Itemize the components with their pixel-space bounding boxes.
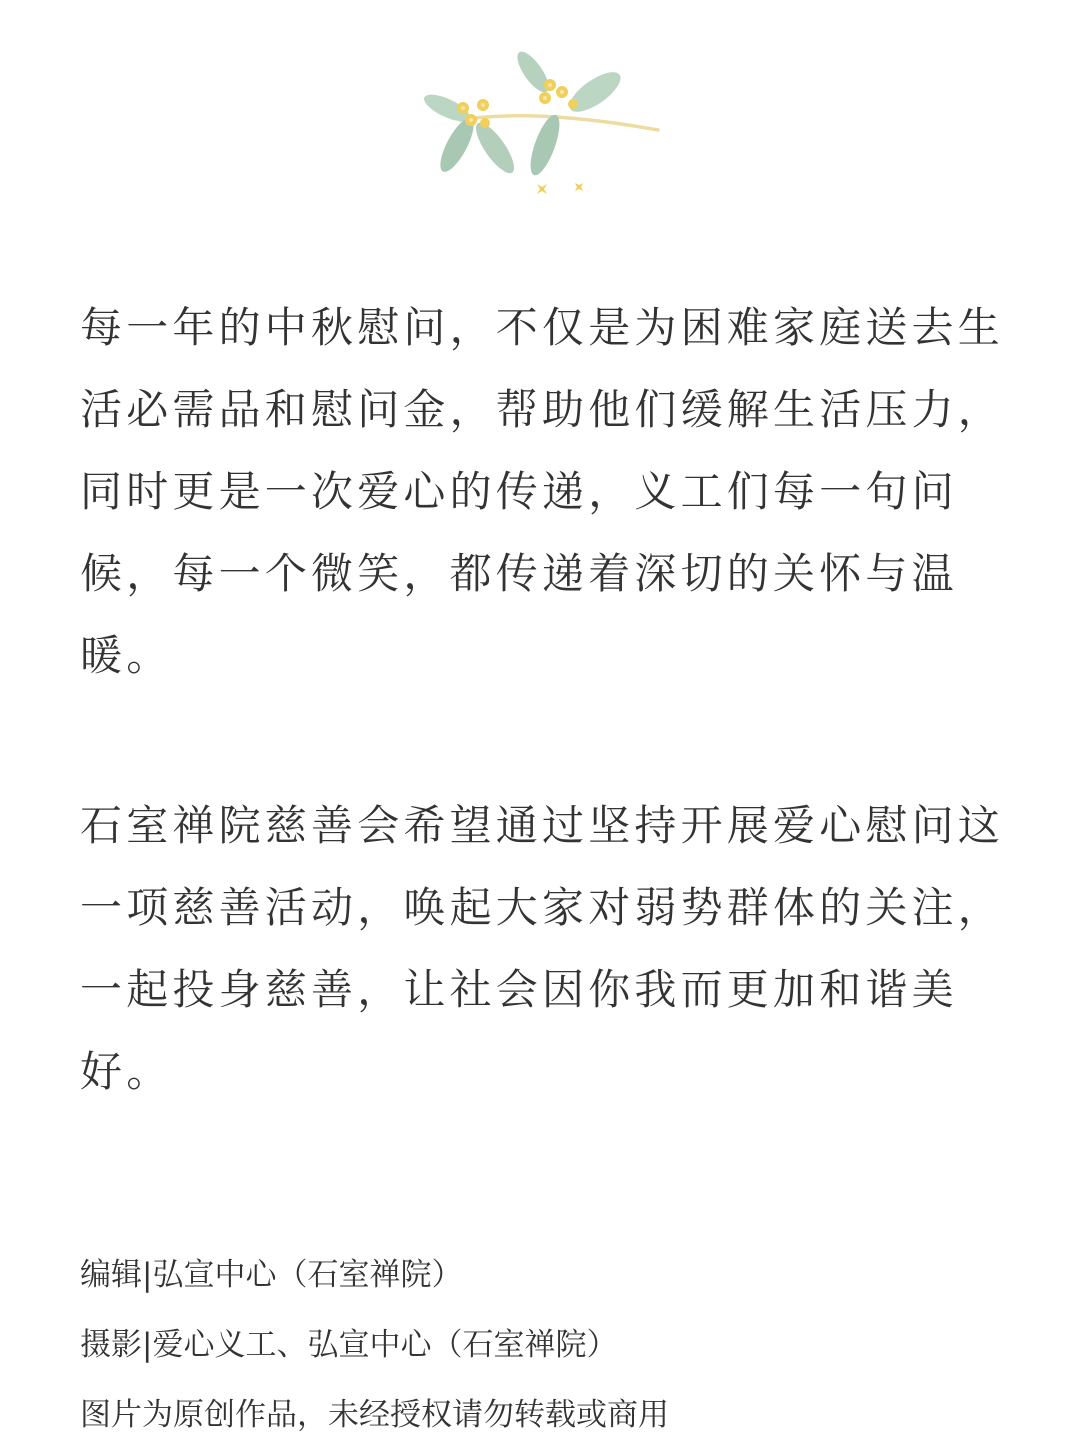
article-paragraph: 石室禅院慈善会希望通过坚持开展爱心慰问这一项慈善活动，唤起大家对弱势群体的关注，一起投身慈善，让社会因你我而更加和谐美好。: [80, 801, 1005, 1096]
credits-block: [80, 1240, 1010, 1450]
photography-credit: 摄影|爱心义工、弘宣中心（石室禅院）: [80, 1327, 618, 1363]
editor-credit: 编辑|弘宣中心（石室禅院）: [80, 1257, 463, 1293]
article-paragraph: 每一年的中秋慰问，不仅是为困难家庭送去生活必需品和慰问金，帮助他们缓解生活压力，同时更是一次爱心的传递，义工们每一句问候，每一个微笑，都传递着深切的关怀与温暖。: [80, 303, 1005, 680]
copyright-notice: 图片为原创作品，未经授权请勿转载或商用: [80, 1397, 669, 1433]
osmanthus-branch-icon: [415, 50, 665, 210]
